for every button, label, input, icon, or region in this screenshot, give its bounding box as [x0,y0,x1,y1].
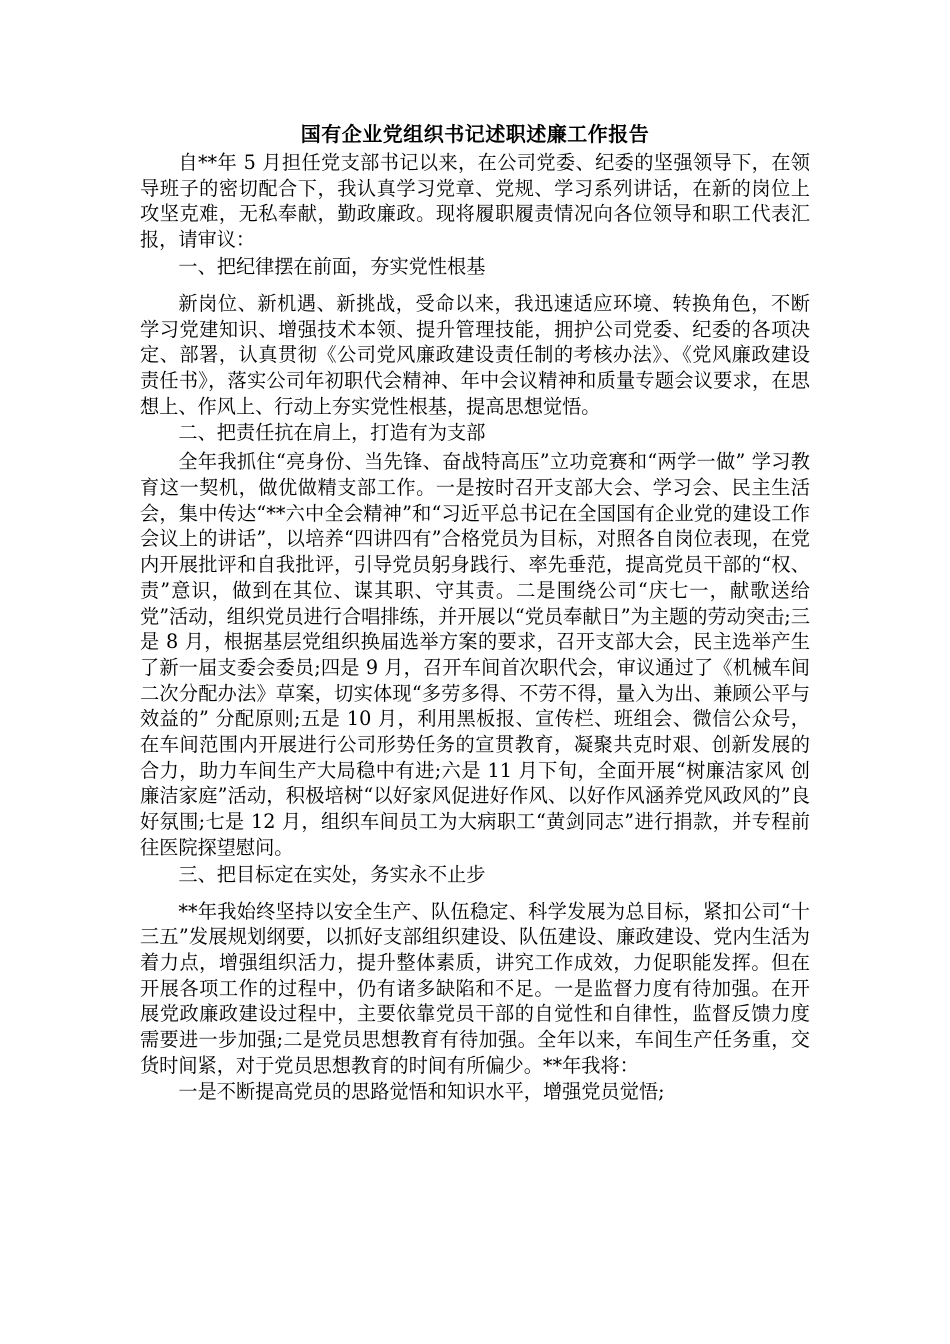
section-3-body: **年我始终坚持以安全生产、队伍稳定、科学发展为总目标，紧扣公司“十三五”发展规划纲要，以抓好支部组织建设、队伍建设、廉政建设、党内生活为着力点，增强组织活力，提升整体素质，讲究工作成效，力促职能发挥。但在开展各项工作的过程中，仍有诸多缺陷和不足。一是监督力度有待加强。在开展党政廉政建设过程中，主要依靠党员干部的自觉性和自律性，监督反馈力度需要进一步加强;二是党员思想教育有待加强。全年以来，车间生产任务重，交货时间紧，对于党员思想教育的时间有所偏少。**年我将： [140,899,810,1077]
closing-paragraph: 一是不断提高党员的思路觉悟和知识水平，增强党员觉悟; [178,1079,665,1103]
intro-paragraph: 自**年 5 月担任党支部书记以来，在公司党委、纪委的坚强领导下，在领导班子的密切配合下，我认真学习党章、党规、学习系列讲话，在新的岗位上攻坚克难，无私奉献，勤政廉政。现将履职履责情况向各位领导和职工代表汇报，请审议： [140,151,810,252]
section-1-body: 新岗位、新机遇、新挑战，受命以来，我迅速适应环境、转换角色，不断学习党建知识、增强技术本领、提升管理技能，拥护公司党委、纪委的各项决定、部署，认真贯彻《公司党风廉政建设责任制的考核办法》、《党风廉政建设责任书》，落实公司年初职代会精神、年中会议精神和质量专题会议要求，在思想上、作风上、行动上夯实党性根基，提高思想觉悟。 [140,291,810,418]
section-1-heading: 一、把纪律摆在前面，夯实党性根基 [178,254,486,278]
section-2-heading: 二、把责任抗在肩上，打造有为支部 [178,421,486,445]
section-3-heading: 三、把目标定在实处，务实永不止步 [178,862,486,886]
document-page [140,118,810,1104]
document-title: 国有企业党组织书记述职述廉工作报告 [300,122,650,146]
section-2-body: 全年我抓住“亮身份、当先锋、奋战特高压”立功竞赛和“两学一做” 学习教育这一契机，做优做精支部工作。一是按时召开支部大会、学习会、民主生活会，集中传达“**六中全会精神”和“习近平总书记在全国国有企业党的建设工作会议上的讲话”，以培养“四讲四有”合格党员为目标，对照各自岗位表现，在党内开展批评和自我批评，引导党员躬身践行、率先垂范，提高党员干部的“权、责”意识，做到在其位、谋其职、守其责。二是围绕公司“庆七一，献歌送给党”活动，组织党员进行合唱排练，并开展以“党员奉献日”为主题的劳动突击;三是 8 月，根据基层党组织换届选举方案的要求，召开支部大会，民主选举产生了新一届支委会委员;四是 9 月，召开车间首次职代会，审议通过了《机械车间二次分配办法》草案，切实体现“多劳多得、不劳不得，量入为出、兼顾公平与效益的” 分配原则;五是 10 月，利用黑板报、宣传栏、班组会、微信公众号，在车间范围内开展进行公司形势任务的宣贯教育，凝聚共克时艰、创新发展的合力，助力车间生产大局稳中有进;六是 11 月下旬，全面开展“树廉洁家风 创廉洁家庭”活动，积极培树“以好家风促进好作风、以好作风涵养党风政风的”良好氛围;七是 12 月，组织车间员工为大病职工“黄剑同志”进行捐款，并专程前往医院探望慰问。 [140,450,810,859]
